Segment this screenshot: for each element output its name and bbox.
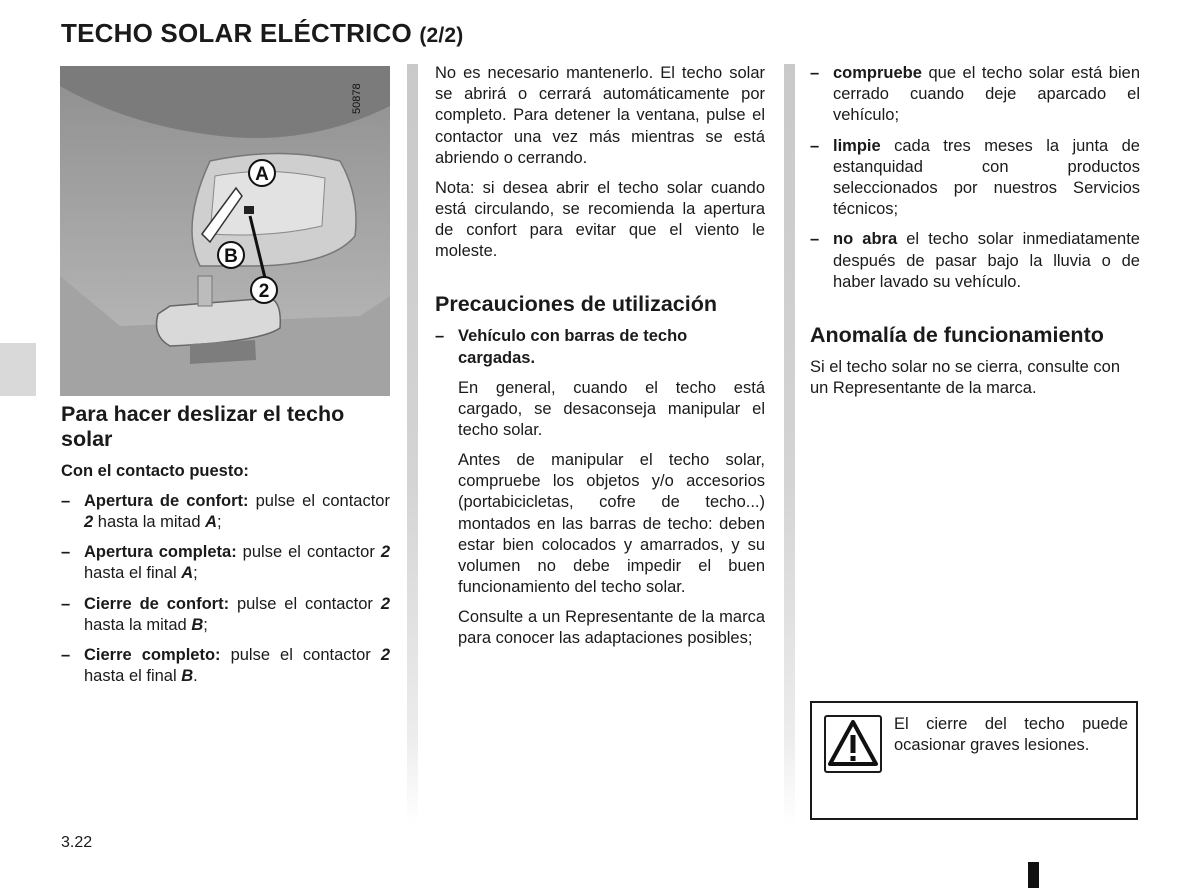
section-heading-slide: Para hacer deslizar el techo solar [61, 402, 345, 451]
warning-box [810, 701, 1138, 820]
warning-text: El cierre del techo puede ocasionar graves lesiones. [894, 715, 1128, 755]
column-3 [810, 63, 1140, 408]
illustration-drawing [60, 66, 390, 396]
page-title [61, 18, 464, 49]
column-divider-2 [784, 64, 795, 824]
list-item: – compruebe que el techo solar está bien cerrado cuando deje aparcado el vehículo; [810, 64, 1140, 125]
paragraph: Antes de manipular el techo solar, compruebe los objetos y/o accesorios (portabicicletas, cofre de techo...) montados en las barras de techo: deben estar bien colocados y amarrados, y su volumen no debe impedir el buen funcionamiento del techo solar. [458, 451, 765, 597]
edge-marker [1028, 862, 1039, 888]
paragraph: No es necesario mantenerlo. El techo solar se abrirá o cerrará automáticamente por completo. Para detener la ventana, pulse el contactor una vez más mientras se está abriendo o cerrando. [435, 64, 765, 167]
paragraph: Si el techo solar no se cierra, consulte con un Representante de la marca. [810, 358, 1120, 398]
paragraph: Nota: si desea abrir el techo solar cuando está circulando, se recomienda la apertura de confort para evitar que el viento le moleste. [435, 178, 765, 261]
list-item: – Cierre de confort: pulse el contactor 2 hasta la mitad B; [61, 594, 390, 634]
section-tab [0, 343, 36, 396]
figure-label-2: 2 [258, 281, 270, 302]
paragraph: En general, cuando el techo está cargado, se desaconseja manipular el techo solar. [458, 378, 765, 440]
section-heading-malfunction: Anomalía de funcionamiento [810, 323, 1104, 348]
warning-triangle-icon [824, 715, 882, 773]
lead-text: Con el contacto puesto: [61, 462, 249, 480]
figure-ref-number: 50878 [351, 83, 363, 114]
list-item: – limpie cada tres meses la junta de estanquidad con productos seleccionados por nuestros Servicios técnicos; [810, 136, 1140, 219]
sunroof-control-illustration [60, 66, 390, 396]
list-item: – Vehículo con barras de techo cargadas. [435, 327, 688, 367]
column-2 [435, 63, 765, 658]
list-item: – Apertura de confort: pulse el contactor 2 hasta la mitad A; [61, 491, 390, 531]
figure-label-a: A [255, 164, 269, 185]
paragraph: Consulte a un Representante de la marca para conocer las adaptaciones posibles; [458, 608, 765, 648]
page-title-text: TECHO SOLAR ELÉCTRICO [61, 18, 412, 48]
page-title-suffix: (2/2) [419, 24, 464, 47]
figure-label-b: B [224, 246, 238, 267]
column-1 [61, 402, 390, 696]
column-divider-1 [407, 64, 418, 824]
page-number: 3.22 [61, 834, 93, 851]
list-item: – no abra el techo solar inmediatamente después de pasar bajo la lluvia o de haber lavado su vehículo. [810, 230, 1140, 291]
list-item: – Apertura completa: pulse el contactor 2 hasta el final A; [61, 543, 390, 583]
section-heading-precautions: Precauciones de utilización [435, 292, 717, 317]
list-item: – Cierre completo: pulse el contactor 2 hasta el final B. [61, 646, 390, 686]
